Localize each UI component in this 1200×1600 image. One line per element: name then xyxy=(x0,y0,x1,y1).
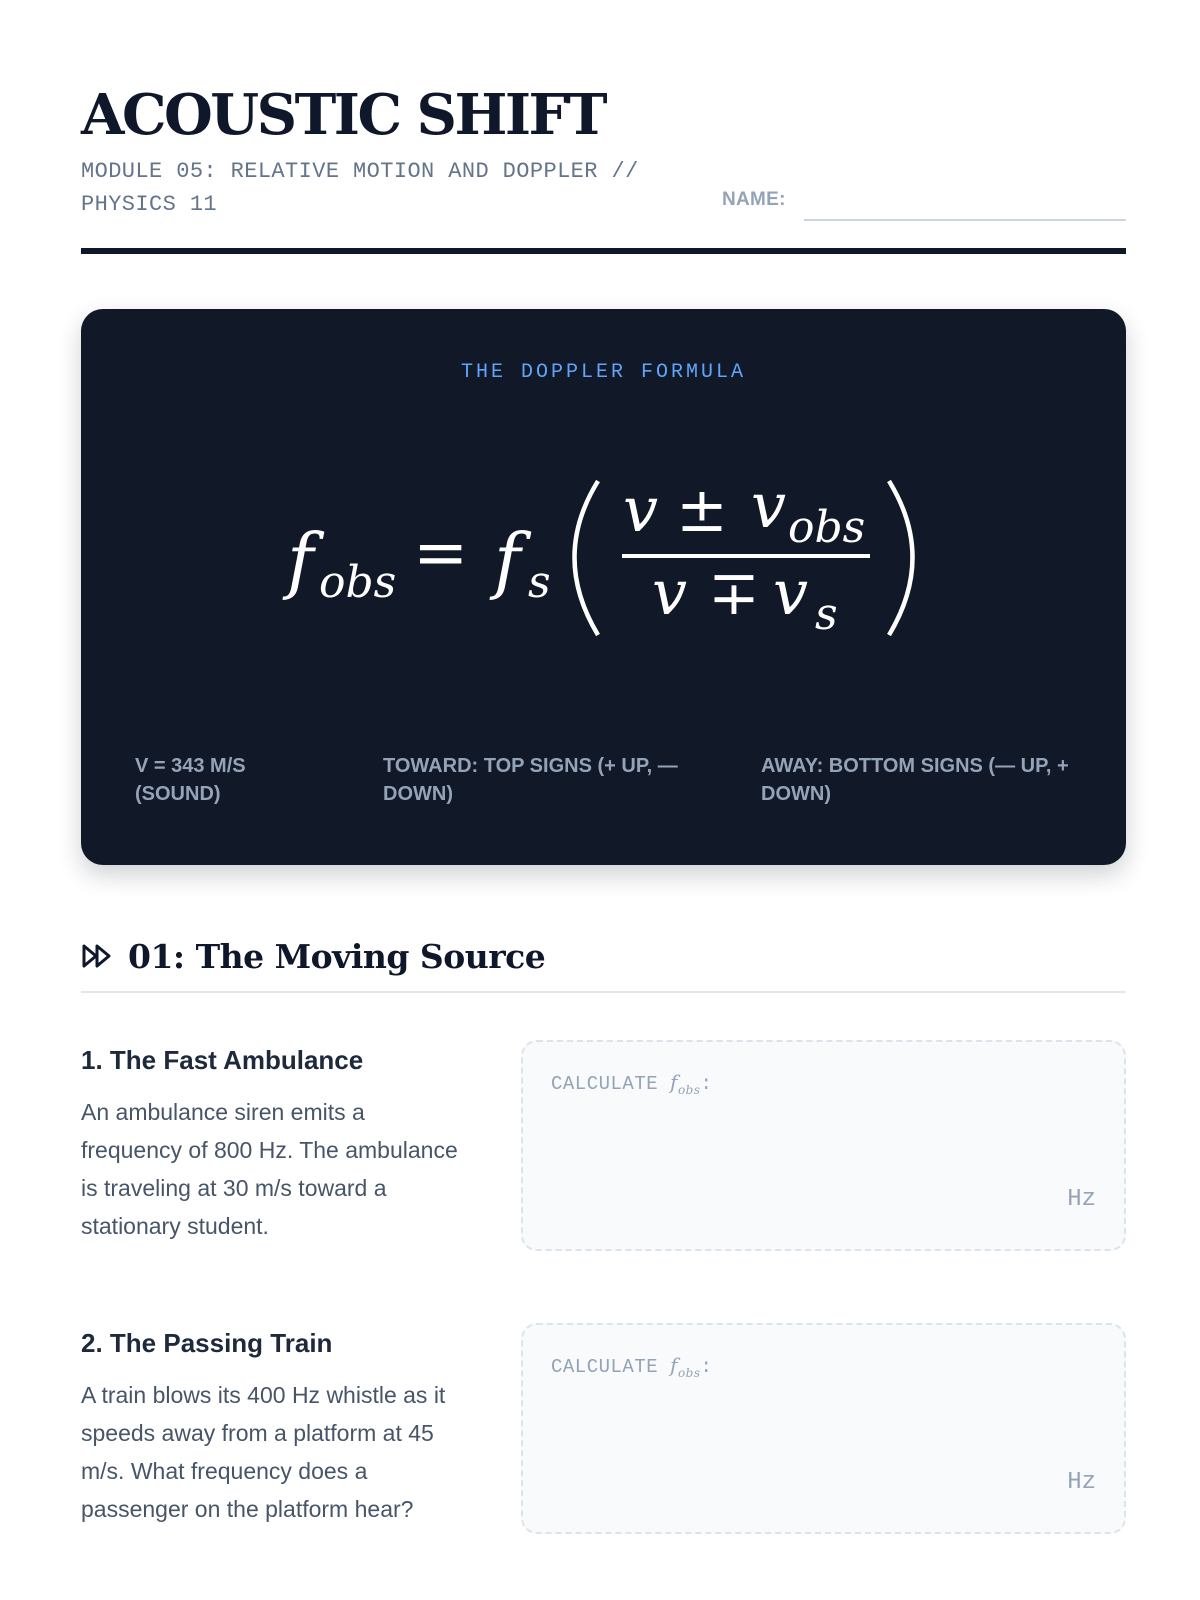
speed-of-sound-note: V = 343 M/S (SOUND) xyxy=(135,755,246,805)
problem-2-text: A train blows its 400 Hz whistle as it speeds away from a platform at 45 m/s. What frequency does a passenger on the platform hear? xyxy=(81,1382,446,1522)
page-title: ACOUSTIC SHIFT xyxy=(81,82,605,148)
toward-sign-note: TOWARD: TOP SIGNS (+ UP, — DOWN) xyxy=(383,755,678,805)
formula-equals: = xyxy=(413,514,469,591)
formula-lhs-f: f xyxy=(287,518,314,602)
formula-left-paren xyxy=(575,481,599,635)
calc-label-text: CALCULATE xyxy=(551,1356,659,1378)
formula-src-f: f xyxy=(494,518,521,602)
away-sign-note: AWAY: BOTTOM SIGNS (— UP, + DOWN) xyxy=(761,755,1069,805)
calc-label-text: CALCULATE xyxy=(551,1073,659,1095)
formula-right-paren xyxy=(889,481,913,635)
fast-forward-icon xyxy=(81,943,115,969)
formula-card-label: THE DOPPLER FORMULA xyxy=(460,361,747,384)
name-label: NAME: xyxy=(722,189,786,210)
formula-den-v: v xyxy=(652,556,688,629)
formula-num-op: ± xyxy=(676,473,728,546)
module-subtitle: MODULE 05: RELATIVE MOTION AND DOPPLER // PHYSICS 11 xyxy=(81,159,639,217)
formula-num-v: v xyxy=(623,473,659,546)
calc-f-symbol: f xyxy=(670,1353,678,1377)
problem-2-title: 2. The Passing Train xyxy=(81,1328,333,1358)
problem-1-title: 1. The Fast Ambulance xyxy=(81,1045,364,1075)
calc-f-subscript: obs xyxy=(677,1082,701,1097)
doppler-formula xyxy=(81,459,1126,689)
name-field-line[interactable] xyxy=(804,219,1126,221)
header-rule xyxy=(81,248,1126,254)
section-divider xyxy=(81,991,1126,993)
formula-num-sub: obs xyxy=(788,502,866,553)
formula-den-v2: v xyxy=(773,556,809,629)
problem-2-unit: Hz xyxy=(1067,1469,1096,1496)
calc-f-symbol: f xyxy=(670,1070,678,1094)
calc-f-subscript: obs xyxy=(677,1365,701,1380)
problem-2-answer-box[interactable] xyxy=(521,1323,1126,1534)
problem-2-calc-label xyxy=(551,1353,712,1380)
section-title: 01: The Moving Source xyxy=(128,937,546,976)
formula-src-sub: s xyxy=(528,557,551,608)
formula-num-v2: v xyxy=(751,469,787,542)
problem-1-text: An ambulance siren emits a frequency of 800 Hz. The ambulance is traveling at 30 m/s toward a stationary student. xyxy=(81,1099,458,1239)
calc-colon: : xyxy=(700,1356,713,1378)
formula-card xyxy=(81,309,1126,865)
problem-1-unit: Hz xyxy=(1067,1186,1096,1213)
problem-1-calc-label xyxy=(551,1070,712,1097)
formula-lhs-sub: obs xyxy=(319,557,397,608)
formula-den-op: ∓ xyxy=(708,556,760,629)
problem-1-answer-box[interactable] xyxy=(521,1040,1126,1251)
formula-den-sub: s xyxy=(815,589,838,640)
calc-colon: : xyxy=(700,1073,713,1095)
